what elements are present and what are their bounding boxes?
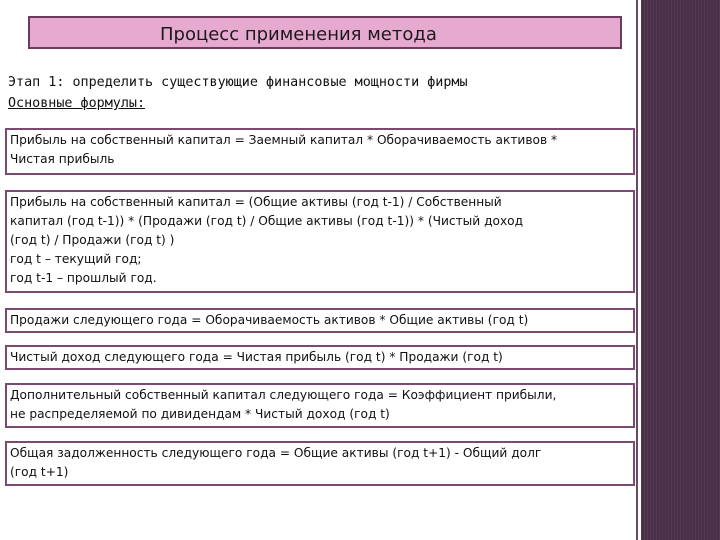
- formula-box-total-debt: [5, 441, 635, 486]
- formula-line: Чистый доход следующего года = Чистая прибыль (год t) * Продажи (год t): [10, 350, 503, 364]
- formula-line: Дополнительный собственный капитал следующего года = Коэффициент прибыли,: [10, 388, 557, 402]
- formula-line: Прибыль на собственный капитал = Заемный капитал * Оборачиваемость активов *: [10, 133, 558, 147]
- formula-line: год t-1 – прошлый год.: [10, 271, 157, 285]
- decorative-side-panel: [641, 0, 720, 540]
- formula-line: не распределяемой по дивидендам * Чистый доход (год t): [10, 407, 390, 421]
- formula-box-net-income: [5, 345, 635, 370]
- formula-line: (год t) / Продажи (год t) ): [10, 233, 175, 247]
- formula-line: (год t+1): [10, 465, 69, 479]
- formula-line: Прибыль на собственный капитал = (Общие активы (год t-1) / Собственный: [10, 195, 502, 209]
- formula-line: Чистая прибыль: [10, 152, 115, 166]
- formula-line: Общая задолженность следующего года = Общие активы (год t+1) - Общий долг: [10, 446, 542, 460]
- formula-box-sales: [5, 308, 635, 333]
- side-divider-line: [636, 0, 638, 540]
- formula-line: Продажи следующего года = Оборачиваемость активов * Общие активы (год t): [10, 313, 529, 327]
- formula-box-additional-equity: [5, 383, 635, 428]
- formula-box-roe-1: [5, 128, 635, 175]
- slide-title: Процесс применения метода: [160, 24, 437, 45]
- formulas-heading: Основные формулы:: [8, 96, 146, 111]
- formula-box-roe-2: [5, 190, 635, 293]
- stage-heading: Этап 1: определить существующие финансовые мощности фирмы: [8, 75, 468, 90]
- formula-line: год t – текущий год;: [10, 252, 142, 266]
- slide-title-box: [28, 16, 622, 49]
- formula-line: капитал (год t-1)) * (Продажи (год t) / Общие активы (год t-1)) * (Чистый доход: [10, 214, 524, 228]
